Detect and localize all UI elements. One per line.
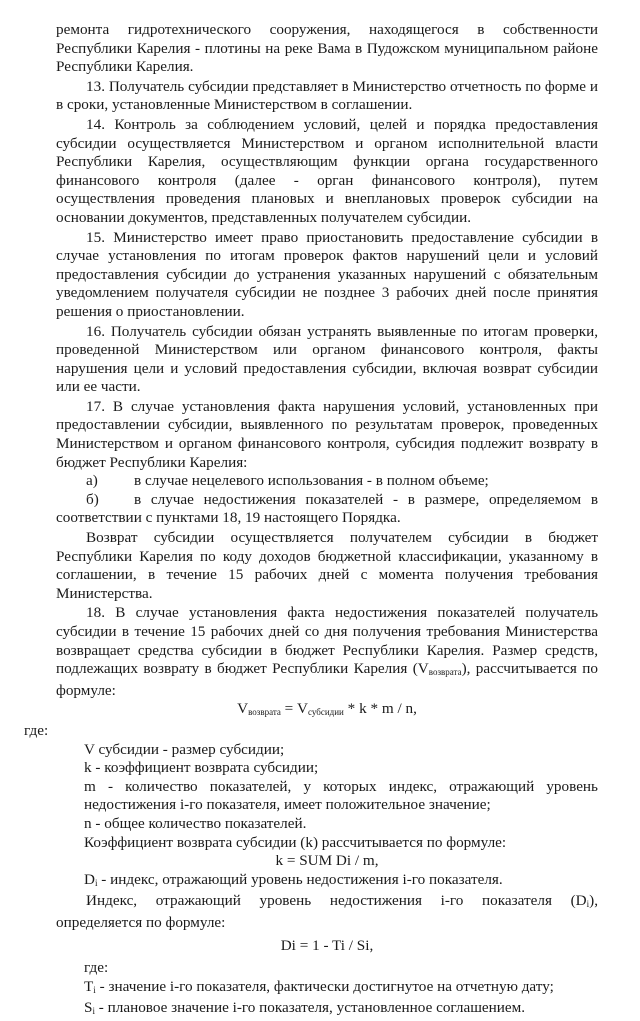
di-intro-subscript: i (586, 899, 590, 910)
di-letter: D (84, 870, 95, 888)
si-subscript: i (92, 1006, 95, 1017)
document-body (24, 21, 598, 1021)
formula-sub-subsidy: субсидии (308, 707, 344, 718)
definition-v: V субсидии - размер субсидии; (84, 740, 285, 758)
di-text: - индекс, отражающий уровень недостижения i-го показателя. (97, 870, 503, 888)
ti-subscript: i (93, 984, 96, 995)
paragraph-18 (56, 604, 598, 700)
paragraph-15: 15. Министерство имеет право приостановить предоставление субсидии в случае установления по итогам проверок фактов нарушений цели и условий предоставления субсидии до устранения указанных нарушений с обязательным уведомлением получателя субсидии не позднее 3 рабочих дней после принятия решения о приостановлении. (56, 228, 598, 320)
formula-v: V (237, 700, 249, 718)
paragraph-18-subscript: возврата (428, 667, 462, 678)
ti-text: - значение i-го показателя, фактически достигнутое на отчетную дату; (95, 977, 554, 995)
paragraph-17: 17. В случае установления факта нарушения условий, установленных при предоставлении субсидии, выявленного по результатам проверок, проведенных Министерством и органом финансового контроля, субсидия подлежит возврату в бюджет Республики Карелия: (56, 397, 598, 471)
paragraph-13: 13. Получатель субсидии представляет в Министерство отчетность по форме и в сроки, установленные Министерством в соглашении. (56, 77, 598, 114)
list-text-b: в случае недостижения показателей - в размере, определяемом в (134, 490, 598, 508)
list-item-a (56, 472, 598, 491)
ti-letter: T (84, 977, 94, 995)
di-subscript: i (94, 877, 98, 888)
where-label-2: где: (84, 959, 109, 977)
si-text: - плановое значение i-го показателя, установленное соглашением. (94, 999, 526, 1017)
k-formula-intro: Коэффициент возврата субсидии (k) рассчитывается по формуле: (84, 833, 507, 851)
paragraph-14: 14. Контроль за соблюдением условий, целей и порядка предоставления субсидии осуществляется Министерством и органом исполнительной власти Республики Карелия, осуществляющим функции органа государственного финансового контроля (далее - орган финансового контроля), путем осуществления проведения плановых и внеплановых проверок субсидии на основании документов, представленных получателем субсидии. (56, 115, 598, 226)
formula-v-return (56, 700, 598, 722)
list-marker-a: а) (86, 472, 98, 490)
definition-si (56, 999, 598, 1021)
paragraph-18-main: 18. В случае установления факта недостижения показателей получатель субсидии в течение 15 рабочих дней со дня получения требования Министерства возвращает средства субсидии в бюджет Республики Карелия. Размер средств, подлежащих возврату в бюджет Республики Карелия (V (56, 604, 598, 678)
paragraph-intro: ремонта гидротехнического сооружения, находящегося в собственности Республики Карелия - плотины на реке Вама в Пудожском муниципальном районе Республики Карелия. (56, 21, 598, 76)
paragraph-16: 16. Получатель субсидии обязан устранять выявленные по итогам проверки, проведенной Министерством или органом финансового контроля, факты нарушения цели и условий предоставления субсидии, включая возврат субсидии или ее части. (56, 322, 598, 396)
si-letter: S (84, 999, 93, 1017)
definition-m: m - количество показателей, у которых индекс, отражающий уровень недостижения i-го показателя, имеет положительное значение; (84, 777, 598, 814)
paragraph-return: Возврат субсидии осуществляется получателем субсидии в бюджет Республики Карелия по коду доходов бюджетной классификации, указанному в соглашении, в течение 15 рабочих дней с момента получения требования Министерства. (56, 529, 598, 602)
list-text-b-continued: соответствии с пунктами 18, 19 настоящего Порядка. (56, 509, 401, 527)
where-label-1: где: (24, 721, 49, 739)
di-intro-a: Индекс, отражающий уровень недостижения i-го показателя (D (86, 892, 587, 910)
formula-eq: = V (280, 700, 309, 718)
formula-sub-return: возврата (248, 707, 281, 718)
definition-k: k - коэффициент возврата субсидии; (84, 759, 319, 777)
definition-di (56, 871, 598, 893)
list-text-a: в случае нецелевого использования - в полном объеме; (134, 472, 489, 490)
formula-k: k = SUM Di / m, (275, 852, 379, 870)
definition-ti (56, 978, 598, 1000)
definition-n: n - общее количество показателей. (84, 814, 307, 832)
di-formula-intro (56, 892, 598, 932)
formula-rest: * k * m / n, (343, 700, 417, 718)
paragraph-18-tail: ), рассчитывается по формуле: (56, 660, 598, 699)
di-intro-b: ), определяется по формуле: (56, 892, 598, 931)
list-item-b (56, 491, 598, 510)
formula-di: Di = 1 - Ti / Si, (280, 936, 374, 954)
list-marker-b: б) (86, 490, 99, 508)
